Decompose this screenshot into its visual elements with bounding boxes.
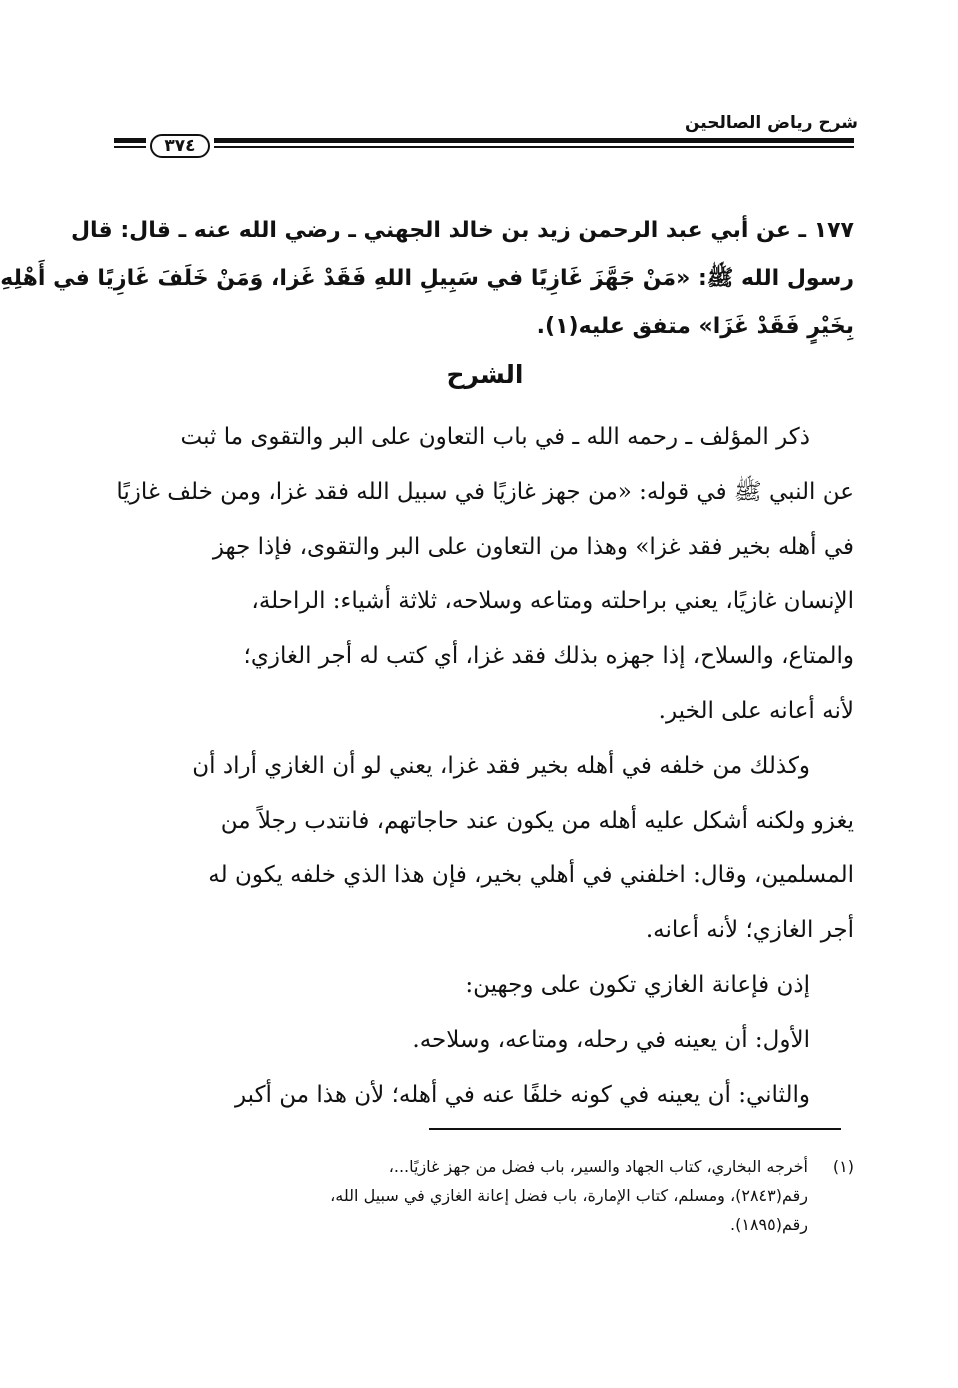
- header-rule: [114, 138, 854, 156]
- body-line: وكذلك من خلفه في أهله بخير فقد غزا، يعني لو أن الغازي أراد أن: [192, 752, 810, 779]
- body-line: يغزو ولكنه أشكل عليه أهله من يكون عند حاجاتهم، فانتدب رجلاً من: [220, 807, 854, 834]
- footnote-line: أخرجه البخاري، كتاب الجهاد والسير، باب فضل من جهز غازيًا...،: [388, 1157, 808, 1176]
- section-heading: الشرح: [446, 360, 524, 389]
- body-line: في أهله بخير فقد غزا» وهذا من التعاون على البر والتقوى، فإذا جهز: [212, 533, 854, 560]
- running-title: شرح رياض الصالحين: [684, 113, 858, 133]
- footnote-marker: (١): [832, 1157, 854, 1176]
- body-line: ذكر المؤلف ـ رحمه الله ـ في باب التعاون على البر والتقوى ما ثبت: [180, 424, 810, 450]
- page-number: ٣٧٤: [150, 134, 210, 158]
- body-line: المسلمين، وقال: اخلفني في أهلي بخير، فإن هذا الذي خلفه يكون له: [208, 862, 854, 889]
- header-rule-left: [114, 138, 146, 148]
- body-line: عن النبي ﷺ في قوله: «من جهز غازيًا في سبيل الله فقد غزا، ومن خلف غازيًا: [116, 478, 854, 505]
- body-line: والمتاع، والسلاح، إذا جهزه بذلك فقد غزا، أي كتب له أجر الغازي؛: [243, 643, 854, 670]
- hadith-text: [0, 207, 854, 351]
- footnote: [116, 1152, 854, 1239]
- body-line: والثاني: أن يعينه في كونه خلفًا عنه في أهله؛ لأن هذا من أكبر: [234, 1081, 810, 1108]
- body-line: لأنه أعانه على الخير.: [658, 697, 854, 724]
- body-line: إذن فإعانة الغازي تكون على وجهين:: [465, 971, 810, 998]
- hadith-line: رسول الله ﷺ: «مَنْ جَهَّزَ غَازِيًا في سَبِيلِ اللهِ فَقَدْ غَزا، وَمَنْ خَلَفَ غَازِيًا في أَهْلِهِ: [0, 266, 854, 291]
- footnote-line: رقم(٢٨٤٣)، ومسلم، كتاب الإمارة، باب فضل إعانة الغازي في سبيل الله،: [330, 1186, 808, 1205]
- body-line: الأول: أن يعينه في رحله، ومتاعه، وسلاحه.: [412, 1026, 810, 1053]
- commentary-text: [116, 410, 854, 1122]
- footnote-body: [116, 1152, 808, 1239]
- header-rule-right: [214, 138, 854, 148]
- body-line: أجر الغازي؛ لأنه أعانه.: [645, 917, 854, 944]
- body-line: الإنسان غازيًا، يعني براحلته ومتاعه وسلاحه، ثلاثة أشياء: الراحلة،: [251, 588, 854, 615]
- hadith-line: بِخَيْرٍ فَقَدْ غَزَا» متفق عليه(١).: [536, 314, 854, 339]
- hadith-line: ١٧٧ ـ عن أبي عبد الرحمن زيد بن خالد الجهني ـ رضي الله عنه ـ قال: قال: [70, 218, 854, 243]
- footnote-separator: [429, 1128, 841, 1130]
- footnote-line: رقم(١٨٩٥).: [730, 1215, 808, 1234]
